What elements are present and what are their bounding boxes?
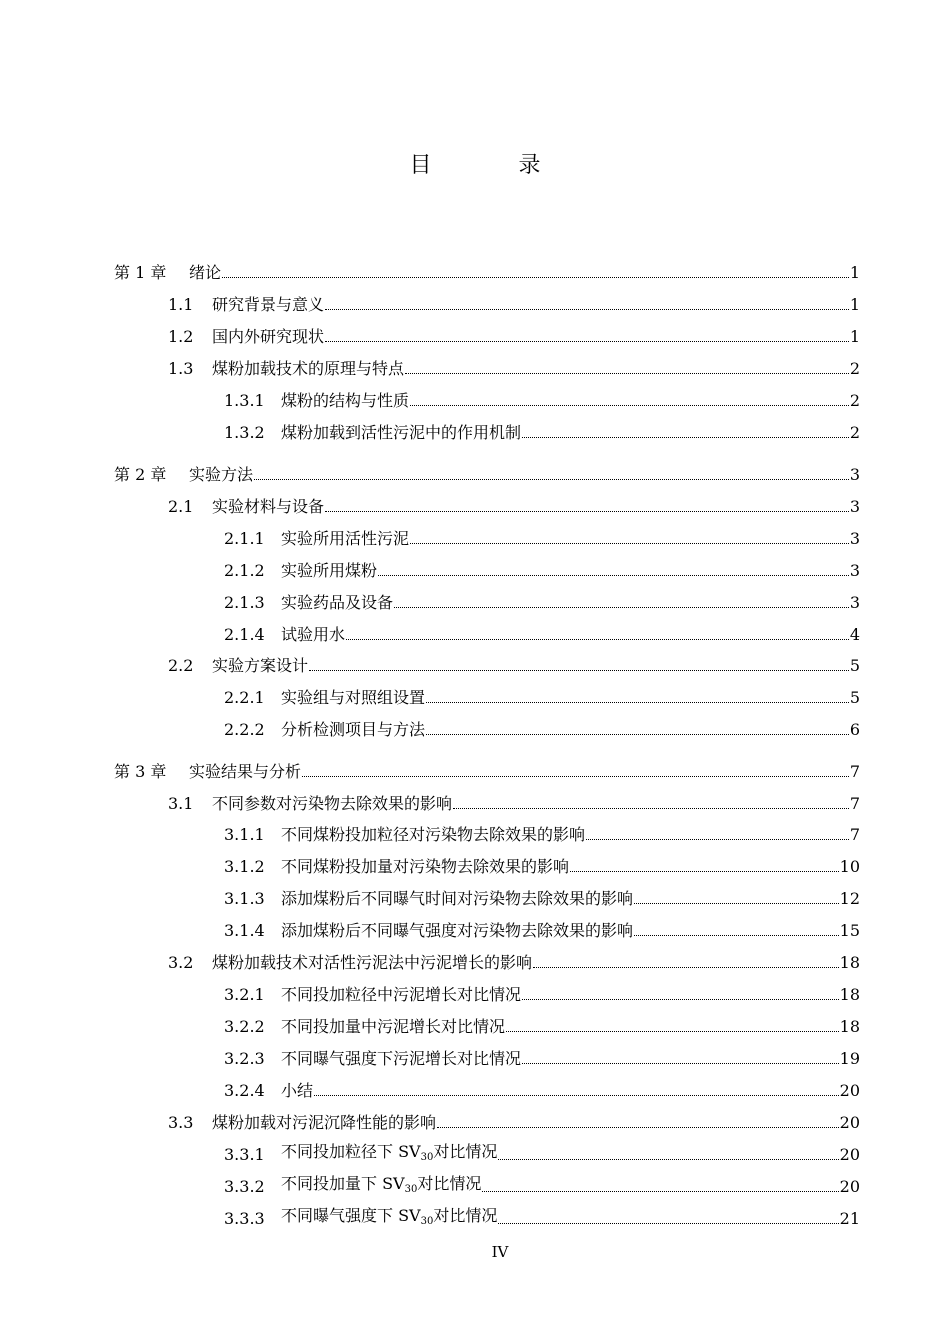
toc-page-number: 20 (839, 1145, 860, 1164)
toc-entry-title (281, 688, 425, 708)
toc-entry-number: 2.2.2 (224, 720, 265, 739)
toc-page-number: 7 (849, 825, 860, 844)
toc-entry-title-text: 煤粉的结构与性质 (281, 391, 410, 410)
toc-section-entry[interactable] (168, 319, 860, 347)
toc-entry-title-text: 试验用水 (281, 625, 346, 644)
toc-entry-number: 2.1.3 (224, 593, 265, 612)
toc-entry-number: 3.1.4 (224, 921, 265, 940)
toc-leader-dots (405, 373, 849, 374)
toc-section-entry[interactable] (168, 1105, 860, 1133)
toc-entry-title-text: 研究背景与意义 (212, 295, 325, 314)
toc-entry-number: 3.1.3 (224, 889, 265, 908)
toc-entry-number: 第 1 章 (114, 263, 167, 282)
toc-subsection-entry[interactable] (224, 849, 860, 877)
toc-entry-title (281, 625, 345, 645)
toc-page-number: 7 (849, 762, 860, 781)
toc-entry-title-text: 实验方法 (189, 465, 254, 484)
toc-entry-title-text: 对比情况 (433, 1142, 498, 1161)
toc-entry-title-text: 实验方案设计 (212, 656, 309, 675)
toc-chapter-entry[interactable] (114, 754, 860, 782)
toc-entry-number: 2.2 (168, 656, 194, 675)
toc-entry-title-text: 煤粉加载对污泥沉降性能的影响 (212, 1113, 437, 1132)
toc-entry-title-text: 国内外研究现状 (212, 327, 325, 346)
toc-entry-title-text: 对比情况 (417, 1174, 482, 1193)
toc-entry-number: 1.3 (168, 359, 194, 378)
toc-entry-number: 2.1.4 (224, 625, 265, 644)
toc-subsection-entry[interactable] (224, 415, 860, 443)
toc-entry-title-text: 小结 (281, 1081, 314, 1100)
toc-entry-title (281, 1174, 481, 1197)
toc-leader-dots (426, 734, 849, 735)
toc-entry-title-text: 对比情况 (433, 1206, 498, 1225)
toc-entry-title-text: 绪论 (189, 263, 222, 282)
toc-entry-title-text: 不同投加粒径下 SV (281, 1142, 421, 1161)
toc-page-number: 4 (849, 625, 860, 644)
toc-section-entry[interactable] (168, 945, 860, 973)
toc-entry-title-text: 添加煤粉后不同曝气时间对污染物去除效果的影响 (281, 889, 634, 908)
toc-leader-dots (302, 776, 849, 777)
toc-entry-title-text: 不同煤粉投加粒径对污染物去除效果的影响 (281, 825, 586, 844)
toc-entry-number: 第 2 章 (114, 465, 167, 484)
page-title: 目 录 (409, 153, 581, 178)
toc-entry-number: 2.1 (168, 497, 194, 516)
toc-section-entry[interactable] (168, 786, 860, 814)
toc-entry-title-text: 添加煤粉后不同曝气强度对污染物去除效果的影响 (281, 921, 634, 940)
toc-leader-dots (394, 607, 849, 608)
toc-entry-title (281, 1017, 505, 1037)
toc-entry-title (212, 497, 324, 517)
toc-leader-dots (498, 1223, 838, 1224)
toc-subsection-entry[interactable] (224, 585, 860, 613)
toc-entry-title-text: 不同曝气强度下污泥增长对比情况 (281, 1049, 522, 1068)
toc-entry-title (212, 794, 452, 814)
toc-entry-title (212, 295, 324, 315)
toc-entry-number: 1.1 (168, 295, 194, 314)
toc-page-number: 3 (849, 561, 860, 580)
toc-leader-dots (498, 1159, 838, 1160)
toc-page-number: 19 (839, 1049, 860, 1068)
toc-leader-dots (634, 903, 839, 904)
toc-entry-title-text: 实验材料与设备 (212, 497, 325, 516)
toc-entry-title (212, 359, 404, 379)
toc-entry-title (281, 985, 521, 1005)
toc-page-number: 1 (849, 327, 860, 346)
toc-leader-dots (522, 1063, 839, 1064)
toc-entry-title (281, 561, 377, 581)
toc-entry-title-text: 实验组与对照组设置 (281, 688, 426, 707)
toc-leader-dots (426, 702, 849, 703)
toc-subsection-entry[interactable] (224, 680, 860, 708)
toc-entry-title (281, 1206, 497, 1229)
toc-leader-dots (309, 670, 849, 671)
toc-leader-dots (325, 511, 849, 512)
toc-leader-dots (254, 479, 849, 480)
toc-entry-title-text: 煤粉加载技术对活性污泥法中污泥增长的影响 (212, 953, 533, 972)
toc-entry-title (212, 953, 532, 973)
toc-page-number: 12 (839, 889, 860, 908)
toc-page-number: 7 (849, 794, 860, 813)
toc-leader-dots (522, 437, 849, 438)
toc-leader-dots (325, 309, 849, 310)
toc-entry-title (281, 1142, 497, 1165)
toc-entry-title-text: 不同投加粒径中污泥增长对比情况 (281, 985, 522, 1004)
toc-leader-dots (410, 543, 849, 544)
toc-page-number: 3 (849, 529, 860, 548)
toc-leader-dots (325, 341, 849, 342)
toc-subsection-entry[interactable] (224, 817, 860, 845)
toc-leader-dots (634, 935, 839, 936)
toc-subsection-entry[interactable] (224, 1041, 860, 1069)
toc-section-entry[interactable] (168, 489, 860, 517)
toc-entry-title-text: 不同投加量中污泥增长对比情况 (281, 1017, 506, 1036)
toc-entry-title (281, 921, 633, 941)
toc-entry-number: 3.2.1 (224, 985, 265, 1004)
toc-subsection-entry[interactable] (224, 913, 860, 941)
toc-entry-subscript: 30 (420, 1152, 434, 1163)
toc-entry-number: 3.2.4 (224, 1081, 265, 1100)
toc-entry-number: 第 3 章 (114, 762, 167, 781)
toc-entry-title (281, 889, 633, 909)
toc-entry-number: 3.1.1 (224, 825, 265, 844)
toc-page-number: 5 (849, 656, 860, 675)
toc-section-entry[interactable] (168, 648, 860, 676)
toc-page-number: 6 (849, 720, 860, 739)
toc-subsection-entry[interactable] (224, 617, 860, 645)
toc-page-number: 1 (849, 263, 860, 282)
toc-entry-number: 3.2.3 (224, 1049, 265, 1068)
toc-entry-title-text: 煤粉加载技术的原理与特点 (212, 359, 405, 378)
toc-page-number: 18 (839, 953, 860, 972)
toc-subsection-entry[interactable] (224, 521, 860, 549)
toc-entry-number: 3.1 (168, 794, 194, 813)
toc-entry-title (189, 465, 253, 485)
toc-leader-dots (222, 277, 849, 278)
toc-page-number: 10 (839, 857, 860, 876)
toc-leader-dots (570, 871, 839, 872)
toc-page-number: 20 (839, 1081, 860, 1100)
toc-page-number: 18 (839, 985, 860, 1004)
toc-entry-number: 3.3.3 (224, 1209, 265, 1228)
toc-entry-title-text: 分析检测项目与方法 (281, 720, 426, 739)
toc-entry-title (281, 423, 521, 443)
toc-entry-title (281, 529, 409, 549)
toc-subsection-entry[interactable] (224, 1169, 860, 1197)
toc-leader-dots (346, 639, 849, 640)
toc-leader-dots (506, 1031, 839, 1032)
toc-entry-number: 2.1.2 (224, 561, 265, 580)
toc-entry-title (281, 593, 393, 613)
toc-page-number: 2 (849, 359, 860, 378)
toc-entry-title-text: 实验药品及设备 (281, 593, 394, 612)
toc-entry-title-text: 不同煤粉投加量对污染物去除效果的影响 (281, 857, 570, 876)
toc-entry-title-text: 不同投加量下 SV (281, 1174, 405, 1193)
toc-entry-title-text: 不同参数对污染物去除效果的影响 (212, 794, 453, 813)
toc-entry-number: 1.2 (168, 327, 194, 346)
toc-entry-title (189, 263, 221, 283)
toc-subsection-entry[interactable] (224, 712, 860, 740)
toc-page-number: 1 (849, 295, 860, 314)
toc-subsection-entry[interactable] (224, 383, 860, 411)
toc-entry-number: 2.1.1 (224, 529, 265, 548)
toc-leader-dots (482, 1191, 838, 1192)
toc-subsection-entry[interactable] (224, 881, 860, 909)
toc-page-number: 3 (849, 465, 860, 484)
toc-page-number: 18 (839, 1017, 860, 1036)
toc-entry-number: 1.3.1 (224, 391, 265, 410)
toc-page-number: 3 (849, 497, 860, 516)
toc-entry-title (281, 857, 569, 877)
toc-entry-title (212, 327, 324, 347)
toc-section-entry[interactable] (168, 351, 860, 379)
toc-subsection-entry[interactable] (224, 1073, 860, 1101)
toc-entry-title-text: 实验所用煤粉 (281, 561, 378, 580)
toc-entry-number: 1.3.2 (224, 423, 265, 442)
toc-entry-title (281, 825, 585, 845)
toc-subsection-entry[interactable] (224, 1137, 860, 1165)
toc-page-number: 2 (849, 423, 860, 442)
toc-leader-dots (453, 808, 849, 809)
toc-page-number: 21 (839, 1209, 860, 1228)
toc-leader-dots (314, 1095, 839, 1096)
toc-leader-dots (437, 1127, 839, 1128)
toc-entry-title (281, 720, 425, 740)
toc-entry-title (281, 1081, 313, 1101)
toc-page-number: 5 (849, 688, 860, 707)
toc-leader-dots (522, 999, 839, 1000)
toc-chapter-entry[interactable] (114, 457, 860, 485)
toc-subsection-entry[interactable] (224, 1009, 860, 1037)
toc-entry-number: 3.1.2 (224, 857, 265, 876)
toc-subsection-entry[interactable] (224, 977, 860, 1005)
toc-page-number: 2 (849, 391, 860, 410)
toc-entry-title (212, 1113, 436, 1133)
toc-entry-title-text: 不同曝气强度下 SV (281, 1206, 421, 1225)
toc-entry-number: 3.3.2 (224, 1177, 265, 1196)
page-number-footer: IV (491, 1243, 509, 1261)
toc-page-number: 3 (849, 593, 860, 612)
toc-leader-dots (410, 405, 849, 406)
toc-leader-dots (533, 967, 839, 968)
toc-page-number: 15 (839, 921, 860, 940)
toc-entry-number: 2.2.1 (224, 688, 265, 707)
toc-section-entry[interactable] (168, 287, 860, 315)
toc-entry-title (212, 656, 308, 676)
toc-entry-number: 3.3.1 (224, 1145, 265, 1164)
toc-subsection-entry[interactable] (224, 1201, 860, 1229)
toc-entry-number: 3.2 (168, 953, 194, 972)
toc-entry-title-text: 实验所用活性污泥 (281, 529, 410, 548)
toc-chapter-entry[interactable] (114, 255, 860, 283)
toc-entry-number: 3.3 (168, 1113, 194, 1132)
toc-page-number: 20 (839, 1113, 860, 1132)
toc-leader-dots (586, 839, 849, 840)
toc-subsection-entry[interactable] (224, 553, 860, 581)
toc-entry-subscript: 30 (420, 1216, 434, 1227)
toc-entry-title (189, 762, 301, 782)
toc-leader-dots (378, 575, 849, 576)
toc-page-number: 20 (839, 1177, 860, 1196)
toc-entry-title-text: 实验结果与分析 (189, 762, 302, 781)
toc-entry-number: 3.2.2 (224, 1017, 265, 1036)
toc-entry-title (281, 1049, 521, 1069)
toc-entry-title (281, 391, 409, 411)
toc-entry-title-text: 煤粉加载到活性污泥中的作用机制 (281, 423, 522, 442)
toc-entry-subscript: 30 (404, 1184, 418, 1195)
